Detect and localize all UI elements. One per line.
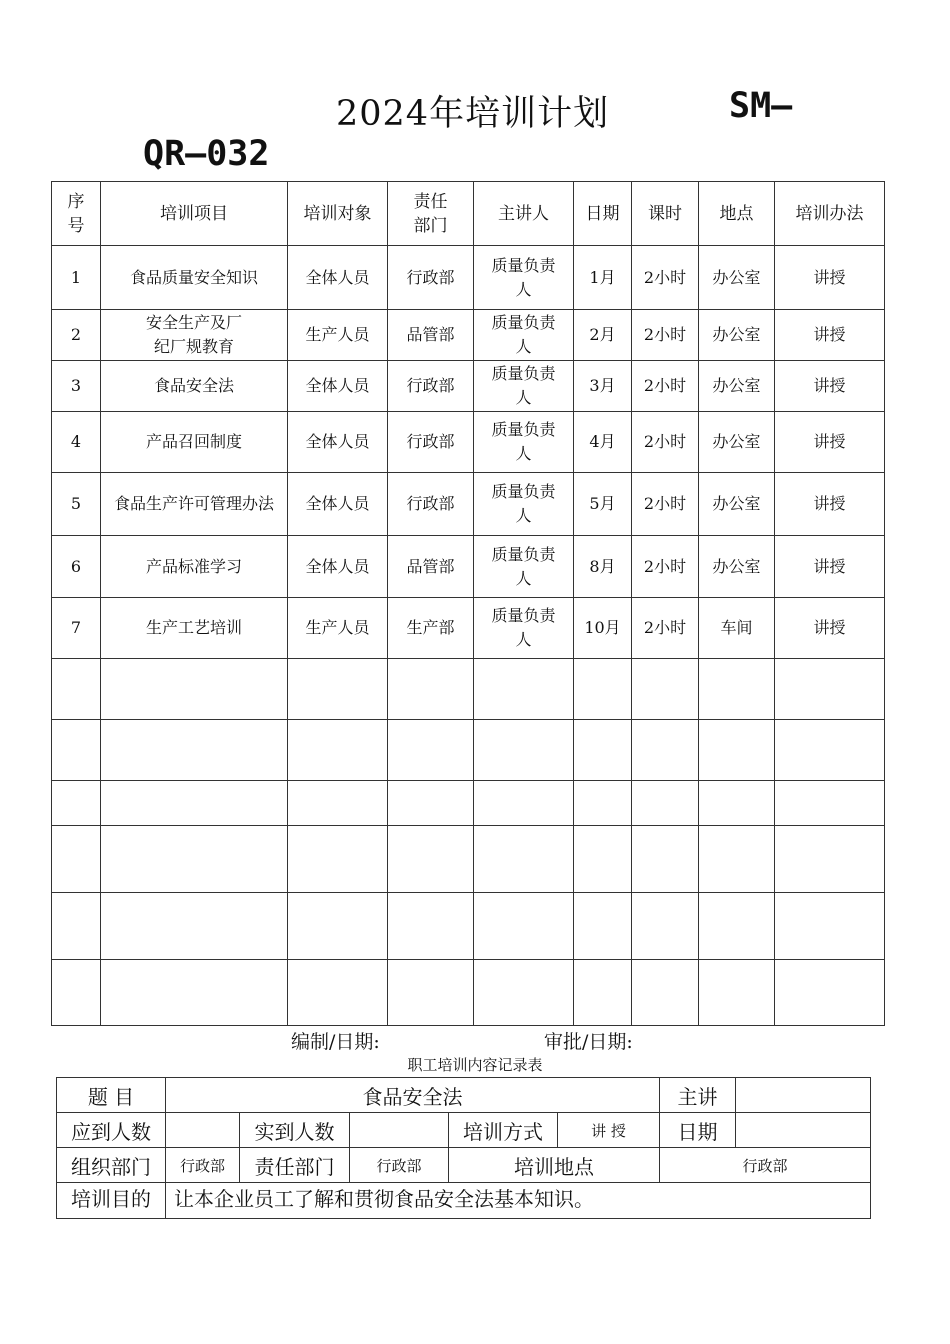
document-title: 2024年培训计划 xyxy=(336,94,610,134)
organizing-dept-label: 组织部门 xyxy=(57,1148,166,1183)
training-target: 全体人员 xyxy=(288,412,388,473)
training-item: 食品安全法 xyxy=(101,361,288,412)
training-plan-table xyxy=(51,181,885,1026)
empty-cell xyxy=(775,781,885,826)
empty-cell xyxy=(474,826,574,893)
empty-cell xyxy=(632,960,699,1026)
training-method: 讲授 xyxy=(775,310,885,361)
header-cell: 日期 xyxy=(574,182,632,246)
training-hours: 2小时 xyxy=(632,598,699,659)
training-place: 办公室 xyxy=(699,412,775,473)
speaker: 质量负责人 xyxy=(474,310,574,361)
training-place: 车间 xyxy=(699,598,775,659)
date-label: 日期 xyxy=(660,1113,736,1148)
responsible-dept: 行政部 xyxy=(388,473,474,536)
table-row xyxy=(52,598,885,659)
actual-attendance-value xyxy=(350,1113,449,1148)
empty-row xyxy=(52,960,885,1026)
empty-cell xyxy=(388,960,474,1026)
training-method: 讲授 xyxy=(775,598,885,659)
responsible-dept: 生产部 xyxy=(388,598,474,659)
training-target: 全体人员 xyxy=(288,246,388,310)
empty-cell xyxy=(52,781,101,826)
row-number: 6 xyxy=(52,536,101,598)
empty-cell xyxy=(632,893,699,960)
speaker: 质量负责人 xyxy=(474,246,574,310)
training-target: 生产人员 xyxy=(288,310,388,361)
training-record-table xyxy=(56,1077,871,1219)
empty-cell xyxy=(288,826,388,893)
document-code: SM— xyxy=(729,86,793,126)
training-target: 生产人员 xyxy=(288,598,388,659)
training-method: 讲授 xyxy=(775,536,885,598)
empty-cell xyxy=(574,893,632,960)
training-date: 1月 xyxy=(574,246,632,310)
purpose-label: 培训目的 xyxy=(57,1183,166,1219)
training-hours: 2小时 xyxy=(632,473,699,536)
empty-row xyxy=(52,720,885,781)
training-hours: 2小时 xyxy=(632,310,699,361)
empty-cell xyxy=(574,781,632,826)
empty-cell xyxy=(632,720,699,781)
training-method: 讲授 xyxy=(775,412,885,473)
training-place: 办公室 xyxy=(699,246,775,310)
table-row xyxy=(52,361,885,412)
header-cell: 主讲人 xyxy=(474,182,574,246)
empty-cell xyxy=(699,659,775,720)
prepared-by-label: 编制/日期: xyxy=(291,1031,380,1053)
responsible-dept-value: 行政部 xyxy=(350,1148,449,1183)
empty-cell xyxy=(699,720,775,781)
empty-cell xyxy=(52,826,101,893)
training-hours: 2小时 xyxy=(632,536,699,598)
training-place-value: 行政部 xyxy=(660,1148,871,1183)
row-number: 7 xyxy=(52,598,101,659)
responsible-dept: 行政部 xyxy=(388,246,474,310)
empty-cell xyxy=(101,781,288,826)
empty-cell xyxy=(775,893,885,960)
date-value xyxy=(736,1113,871,1148)
responsible-dept: 行政部 xyxy=(388,412,474,473)
organizing-dept-value: 行政部 xyxy=(166,1148,240,1183)
empty-cell xyxy=(574,826,632,893)
empty-cell xyxy=(388,826,474,893)
table-header-row xyxy=(52,182,885,246)
empty-cell xyxy=(699,826,775,893)
empty-cell xyxy=(388,893,474,960)
responsible-dept: 品管部 xyxy=(388,310,474,361)
empty-row xyxy=(52,781,885,826)
row-number: 5 xyxy=(52,473,101,536)
empty-cell xyxy=(574,659,632,720)
responsible-dept-label: 责任部门 xyxy=(240,1148,350,1183)
training-date: 8月 xyxy=(574,536,632,598)
training-target: 全体人员 xyxy=(288,361,388,412)
empty-cell xyxy=(775,826,885,893)
training-date: 3月 xyxy=(574,361,632,412)
empty-cell xyxy=(699,781,775,826)
training-method: 讲授 xyxy=(775,246,885,310)
empty-cell xyxy=(474,893,574,960)
empty-cell xyxy=(288,781,388,826)
document-title-line xyxy=(0,82,950,132)
speaker-value xyxy=(736,1078,871,1113)
training-place: 办公室 xyxy=(699,473,775,536)
training-place: 办公室 xyxy=(699,536,775,598)
speaker: 质量负责人 xyxy=(474,361,574,412)
empty-cell xyxy=(632,659,699,720)
empty-cell xyxy=(474,659,574,720)
table-row xyxy=(52,536,885,598)
training-method-label: 培训方式 xyxy=(449,1113,558,1148)
purpose-value: 让本企业员工了解和贯彻食品安全法基本知识。 xyxy=(166,1183,871,1219)
empty-cell xyxy=(632,781,699,826)
empty-cell xyxy=(101,720,288,781)
header-cell: 地点 xyxy=(699,182,775,246)
speaker-label: 主讲 xyxy=(660,1078,736,1113)
empty-cell xyxy=(474,720,574,781)
row-number: 3 xyxy=(52,361,101,412)
record-table-title: 职工培训内容记录表 xyxy=(407,1056,543,1074)
row-number: 1 xyxy=(52,246,101,310)
header-cell: 课时 xyxy=(632,182,699,246)
training-date: 10月 xyxy=(574,598,632,659)
empty-cell xyxy=(699,960,775,1026)
speaker: 质量负责人 xyxy=(474,598,574,659)
empty-cell xyxy=(775,659,885,720)
table-row xyxy=(52,473,885,536)
training-date: 5月 xyxy=(574,473,632,536)
table-row xyxy=(52,246,885,310)
training-method-value: 讲 授 xyxy=(558,1113,660,1148)
header-cell: 培训对象 xyxy=(288,182,388,246)
training-hours: 2小时 xyxy=(632,412,699,473)
training-hours: 2小时 xyxy=(632,246,699,310)
header-cell: 序号 xyxy=(52,182,101,246)
training-item: 生产工艺培训 xyxy=(101,598,288,659)
empty-cell xyxy=(388,781,474,826)
empty-cell xyxy=(101,826,288,893)
empty-cell xyxy=(101,659,288,720)
speaker: 质量负责人 xyxy=(474,473,574,536)
training-place: 办公室 xyxy=(699,361,775,412)
empty-cell xyxy=(288,720,388,781)
responsible-dept: 品管部 xyxy=(388,536,474,598)
training-place: 办公室 xyxy=(699,310,775,361)
empty-row xyxy=(52,659,885,720)
empty-cell xyxy=(632,826,699,893)
empty-cell xyxy=(288,960,388,1026)
header-cell: 培训项目 xyxy=(101,182,288,246)
speaker: 质量负责人 xyxy=(474,412,574,473)
header-cell: 培训办法 xyxy=(775,182,885,246)
empty-cell xyxy=(775,720,885,781)
training-date: 2月 xyxy=(574,310,632,361)
training-method: 讲授 xyxy=(775,473,885,536)
empty-cell xyxy=(699,893,775,960)
empty-cell xyxy=(52,960,101,1026)
training-item: 产品召回制度 xyxy=(101,412,288,473)
empty-cell xyxy=(388,720,474,781)
actual-attendance-label: 实到人数 xyxy=(240,1113,350,1148)
training-date: 4月 xyxy=(574,412,632,473)
row-number: 4 xyxy=(52,412,101,473)
empty-cell xyxy=(775,960,885,1026)
training-place-label: 培训地点 xyxy=(449,1148,660,1183)
empty-cell xyxy=(288,659,388,720)
row-number: 2 xyxy=(52,310,101,361)
training-target: 全体人员 xyxy=(288,536,388,598)
table-row xyxy=(52,310,885,361)
empty-cell xyxy=(474,781,574,826)
empty-cell xyxy=(388,659,474,720)
empty-row xyxy=(52,826,885,893)
empty-cell xyxy=(288,893,388,960)
training-method: 讲授 xyxy=(775,361,885,412)
training-item: 食品质量安全知识 xyxy=(101,246,288,310)
empty-cell xyxy=(52,893,101,960)
training-item: 食品生产许可管理办法 xyxy=(101,473,288,536)
empty-cell xyxy=(574,960,632,1026)
table-row xyxy=(52,412,885,473)
empty-cell xyxy=(52,720,101,781)
speaker: 质量负责人 xyxy=(474,536,574,598)
topic-value: 食品安全法 xyxy=(166,1078,660,1113)
expected-attendance-label: 应到人数 xyxy=(57,1113,166,1148)
approved-by-label: 审批/日期: xyxy=(544,1031,633,1053)
topic-label: 题 目 xyxy=(57,1078,166,1113)
training-hours: 2小时 xyxy=(632,361,699,412)
header-cell: 责任部门 xyxy=(388,182,474,246)
expected-attendance-value xyxy=(166,1113,240,1148)
responsible-dept: 行政部 xyxy=(388,361,474,412)
empty-cell xyxy=(101,893,288,960)
training-target: 全体人员 xyxy=(288,473,388,536)
training-item: 产品标准学习 xyxy=(101,536,288,598)
empty-cell xyxy=(101,960,288,1026)
empty-cell xyxy=(474,960,574,1026)
document-code-continued: QR—032 xyxy=(143,134,270,174)
training-item: 安全生产及厂纪厂规教育 xyxy=(101,310,288,361)
empty-cell xyxy=(52,659,101,720)
empty-cell xyxy=(574,720,632,781)
empty-row xyxy=(52,893,885,960)
